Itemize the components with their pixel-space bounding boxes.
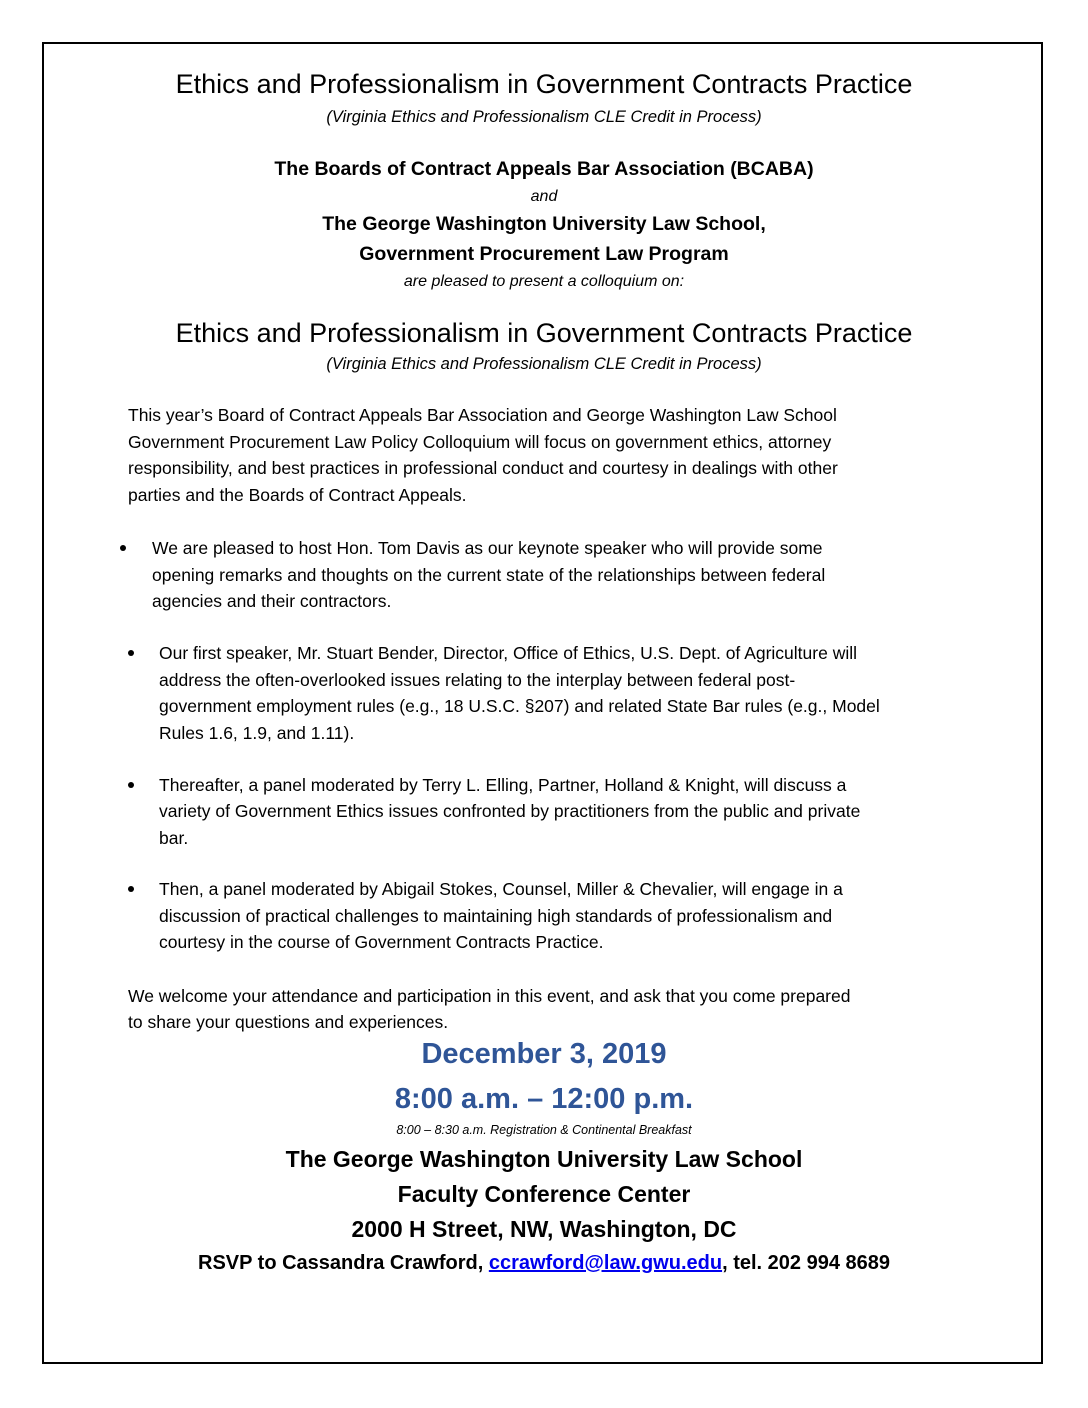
bullet-line: Our first speaker, Mr. Stuart Bender, Director, Office of Ethics, U.S. Dept. of Agriculture will — [159, 643, 858, 663]
bullet-line: Rules 1.6, 1.9, and 1.11). — [159, 723, 355, 743]
closing-line: We welcome your attendance and participation in this event, and ask that you come prepared — [128, 986, 851, 1006]
venue-center: Faculty Conference Center — [397, 1181, 691, 1207]
event-time: 8:00 a.m. – 12:00 p.m. — [394, 1083, 694, 1115]
intro-line: This year’s Board of Contract Appeals Bar Association and George Washington Law School — [128, 405, 837, 425]
event-title: Ethics and Professionalism in Government Contracts Practice — [175, 69, 913, 99]
bullet-line: address the often-overlooked issues relating to the interplay between federal post- — [159, 670, 796, 690]
presenter-gwu-line2: Government Procurement Law Program — [359, 243, 729, 265]
venue-school: The George Washington University Law School — [285, 1146, 803, 1172]
bullet-line: variety of Government Ethics issues confronted by practitioners from the public and private — [159, 801, 861, 821]
bullet-line: discussion of practical challenges to maintaining high standards of professionalism and — [159, 906, 833, 926]
bullet-line: agencies and their contractors. — [152, 591, 392, 611]
rsvp-email-link[interactable]: ccrawford@law.gwu.edu — [488, 1252, 723, 1274]
colloquium-cle-note: (Virginia Ethics and Professionalism CLE Credit in Process) — [326, 355, 762, 373]
registration-note: 8:00 – 8:30 a.m. Registration & Continental Breakfast — [396, 1123, 692, 1137]
bullet-icon — [128, 782, 134, 788]
event-date: December 3, 2019 — [421, 1038, 667, 1070]
bullet-line: We are pleased to host Hon. Tom Davis as our keynote speaker who will provide some — [152, 538, 823, 558]
bullet-icon — [120, 545, 126, 551]
bullet-icon — [128, 886, 134, 892]
presenter-gwu-line1: The George Washington University Law School, — [322, 213, 766, 235]
closing-line: to share your questions and experiences. — [128, 1012, 449, 1032]
bullet-line: opening remarks and thoughts on the current state of the relationships between federal — [152, 565, 826, 585]
bullet-line: courtesy in the course of Government Contracts Practice. — [159, 932, 604, 952]
colloquium-title: Ethics and Professionalism in Government Contracts Practice — [175, 318, 913, 348]
bullet-line: Thereafter, a panel moderated by Terry L. Elling, Partner, Holland & Knight, will discuss a — [159, 775, 847, 795]
rsvp-prefix: RSVP to Cassandra Crawford, — [198, 1252, 489, 1274]
presenter-intro: are pleased to present a colloquium on: — [403, 273, 685, 290]
cle-credit-note: (Virginia Ethics and Professionalism CLE Credit in Process) — [326, 108, 762, 126]
venue-address: 2000 H Street, NW, Washington, DC — [351, 1216, 737, 1242]
bullet-line: bar. — [159, 828, 189, 848]
rsvp-phone: , tel. 202 994 8689 — [722, 1252, 890, 1274]
presenter-conjunction: and — [530, 188, 558, 205]
intro-line: parties and the Boards of Contract Appeals. — [128, 485, 467, 505]
bullet-line: Then, a panel moderated by Abigail Stokes, Counsel, Miller & Chevalier, will engage in a — [159, 879, 843, 899]
rsvp-line — [0, 1248, 1088, 1278]
intro-line: responsibility, and best practices in professional conduct and courtesy in dealings with other — [128, 458, 838, 478]
bullet-line: government employment rules (e.g., 18 U.S.C. §207) and related State Bar rules (e.g., Model — [159, 696, 880, 716]
presenter-bcaba: The Boards of Contract Appeals Bar Association (BCABA) — [274, 158, 814, 180]
bullet-icon — [128, 650, 134, 656]
intro-line: Government Procurement Law Policy Colloquium will focus on government ethics, attorney — [128, 432, 832, 452]
